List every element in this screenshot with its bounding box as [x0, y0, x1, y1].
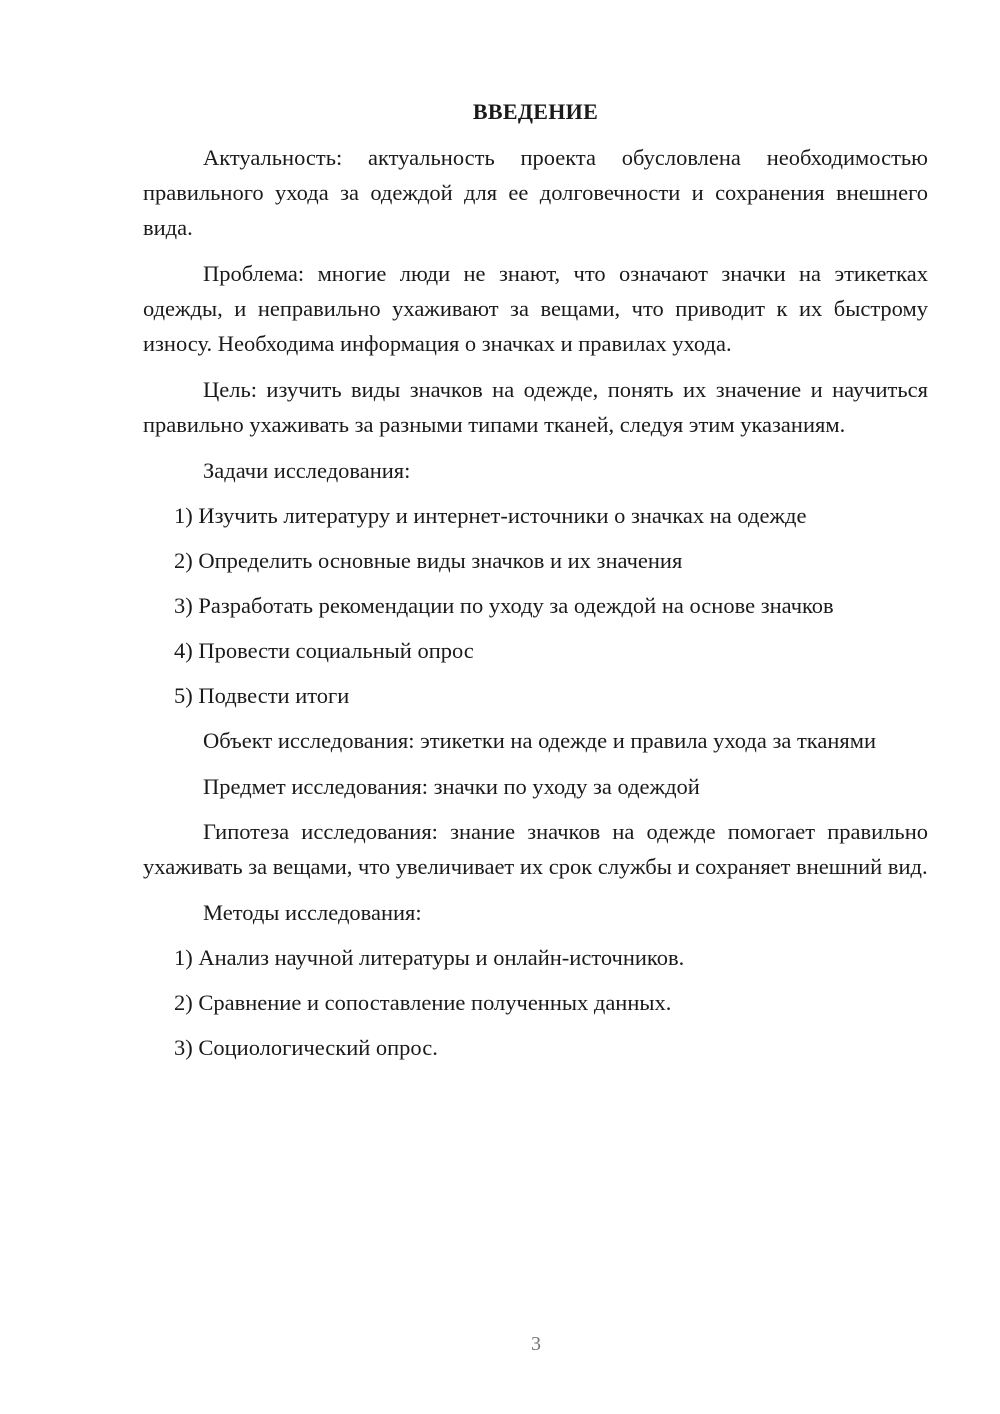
task-item: 1) Изучить литературу и интернет-источники о значках на одежде: [174, 503, 807, 528]
task-item: 3) Разработать рекомендации по уходу за одеждой на основе значков: [174, 593, 834, 618]
object-paragraph: Объект исследования: этикетки на одежде и правила ухода за тканями: [203, 728, 877, 753]
page-content: [143, 97, 928, 1075]
section-title: ВВЕДЕНИЕ: [472, 99, 599, 124]
hypothesis-paragraph: Гипотеза исследования: знание значков на одежде помогает правильно ухаживать за вещами, что увеличивает их срок службы и сохраняет внешний вид.: [143, 819, 928, 879]
subject-paragraph: Предмет исследования: значки по уходу за одеждой: [203, 774, 700, 799]
task-item: 5) Подвести итоги: [174, 683, 350, 708]
method-item: 2) Сравнение и сопоставление полученных данных.: [174, 990, 672, 1015]
page-number: 3: [531, 1333, 541, 1355]
task-item: 4) Провести социальный опрос: [174, 638, 474, 663]
task-item: 2) Определить основные виды значков и их значения: [174, 548, 683, 573]
method-item: 3) Социологический опрос.: [174, 1035, 438, 1060]
methods-heading: Методы исследования:: [203, 900, 422, 925]
tasks-heading: Задачи исследования:: [203, 458, 411, 483]
problem-paragraph: Проблема: многие люди не знают, что означают значки на этикетках одежды, и неправильно ухаживают за вещами, что приводит к их быстрому износу. Необходима информация о значках и правилах ухода.: [143, 261, 928, 356]
method-item: 1) Анализ научной литературы и онлайн-источников.: [174, 945, 685, 970]
relevance-paragraph: Актуальность: актуальность проекта обусловлена необходимостью правильного ухода за одеждой для ее долговечности и сохранения внешнего вида.: [143, 145, 928, 240]
goal-paragraph: Цель: изучить виды значков на одежде, понять их значение и научиться правильно ухаживать за разными типами тканей, следуя этим указаниям.: [143, 377, 928, 437]
